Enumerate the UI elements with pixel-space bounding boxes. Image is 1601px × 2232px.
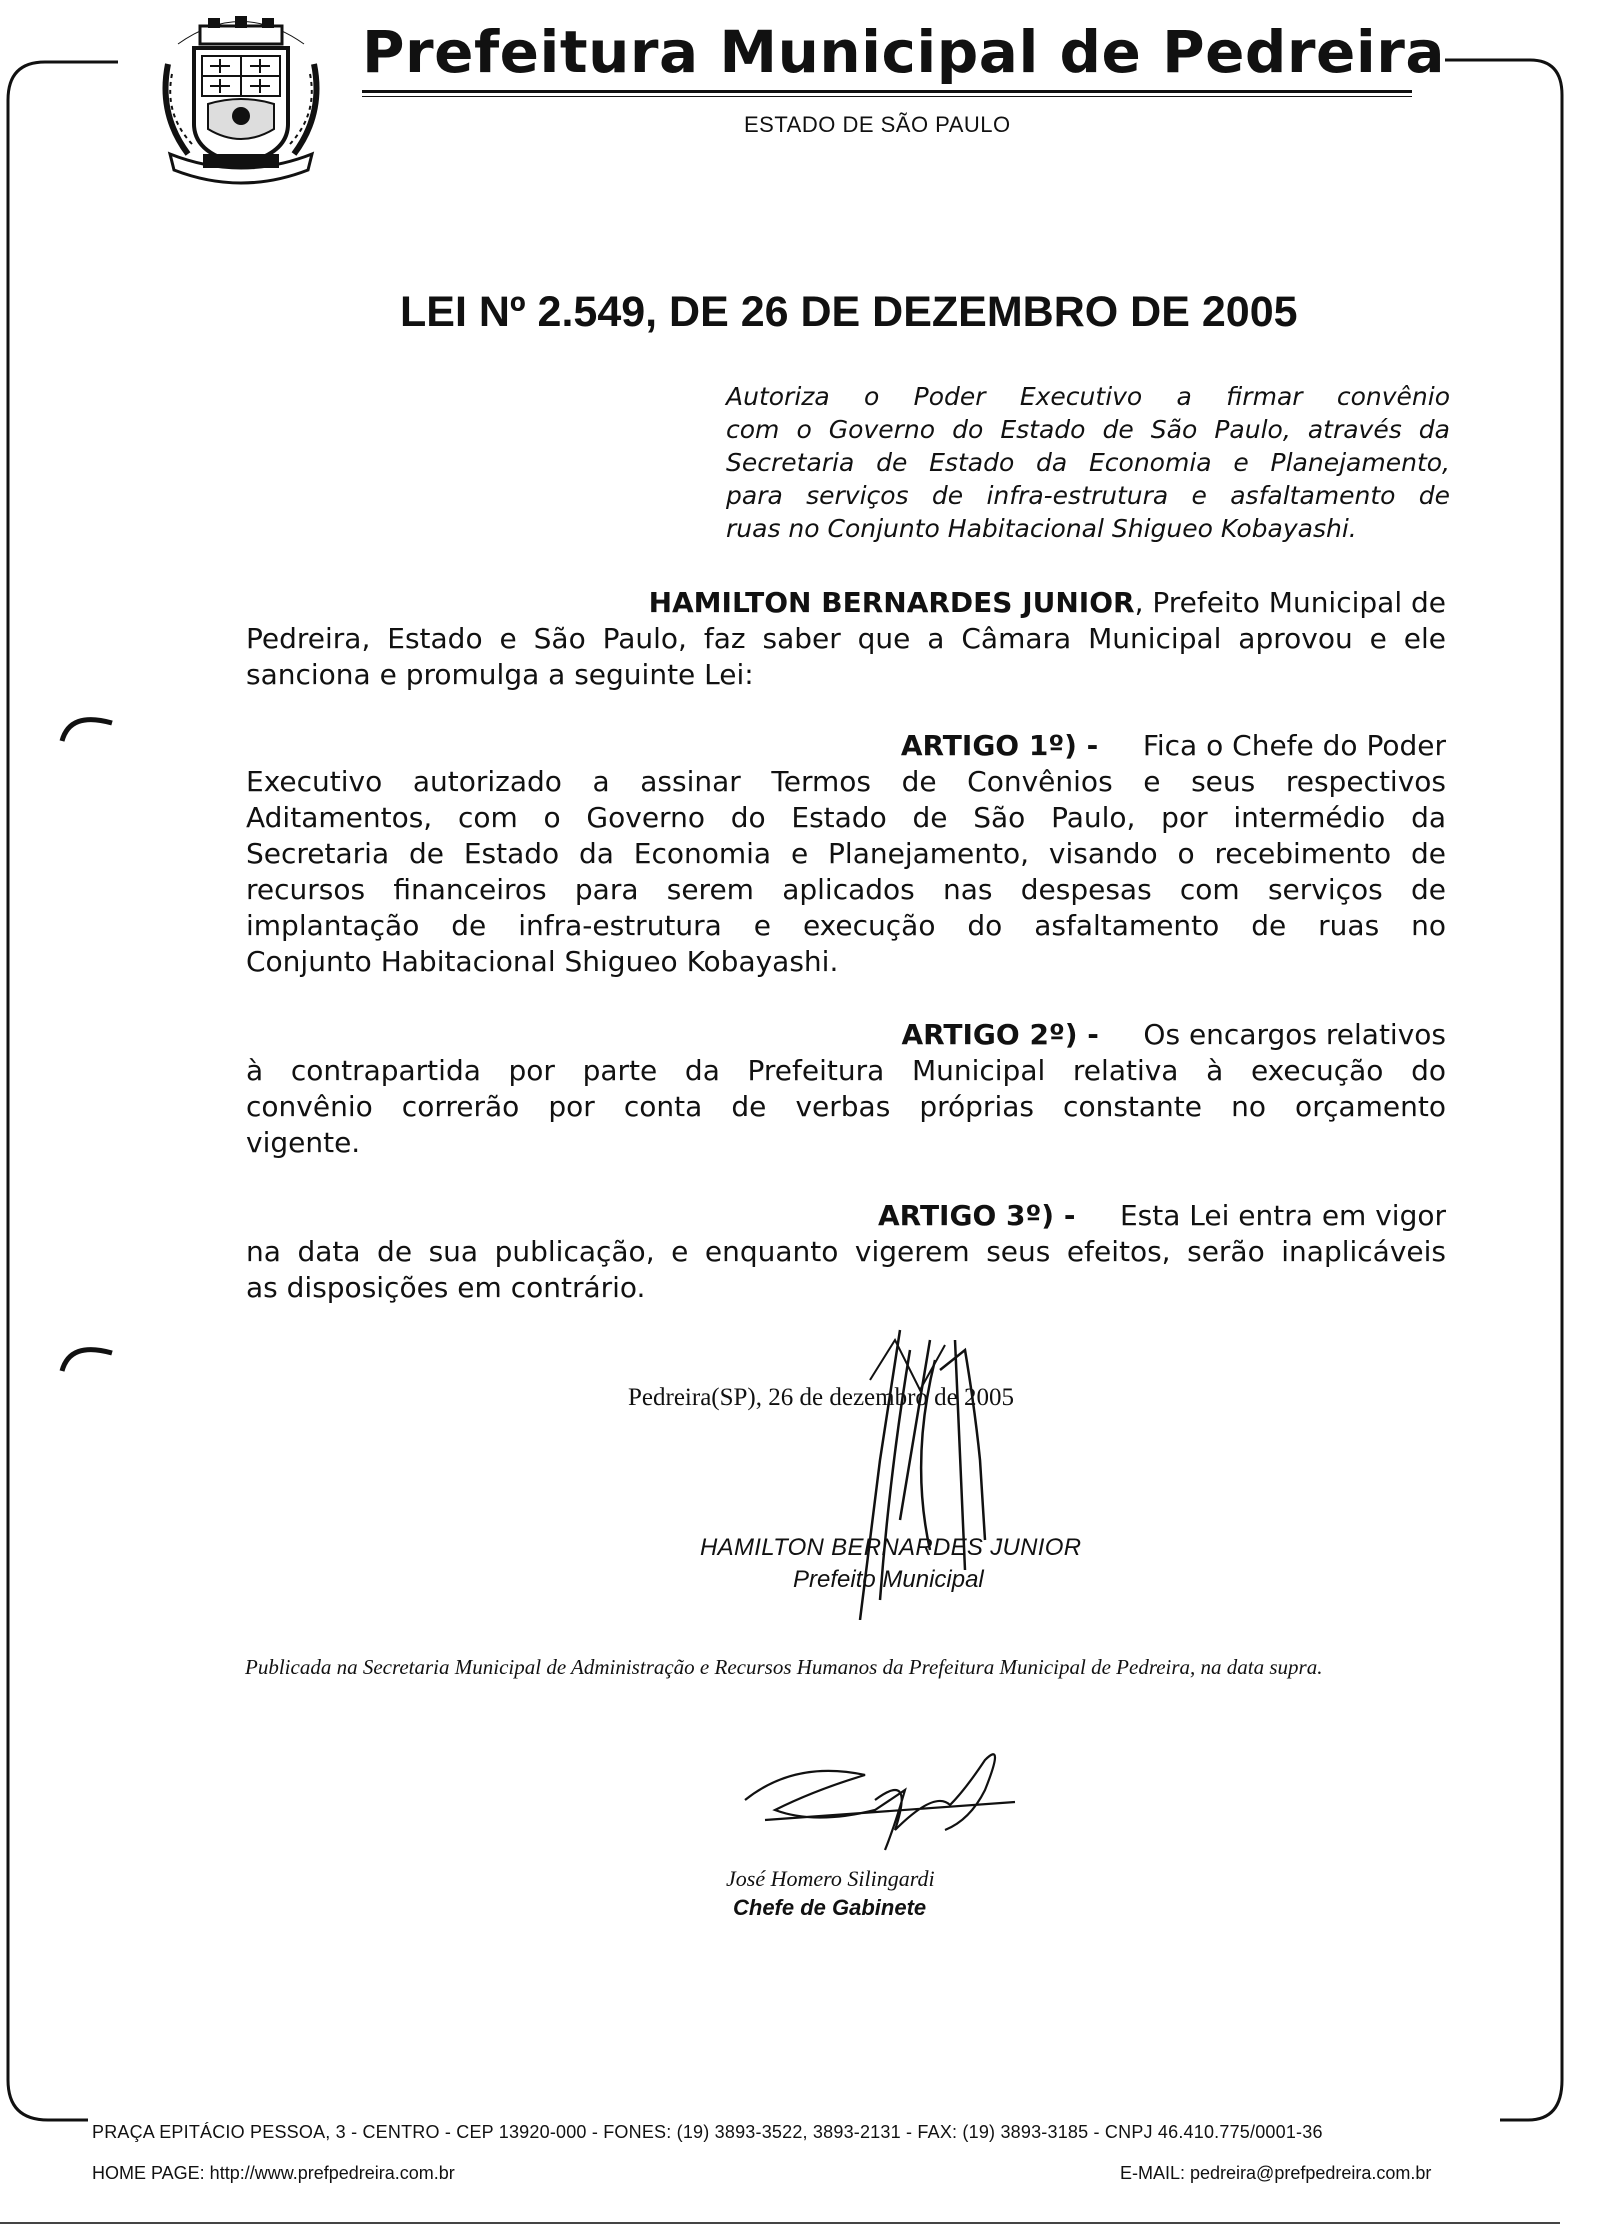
punch-mark bbox=[56, 705, 116, 745]
chief-title: Chefe de Gabinete bbox=[733, 1895, 927, 1920]
header-rule bbox=[362, 90, 1412, 93]
footer-home-page: HOME PAGE: http://www.prefpedreira.com.br bbox=[92, 2163, 455, 2183]
article-line: vigente. bbox=[246, 1126, 361, 1159]
publication-note: Publicada na Secretaria Municipal de Administração e Recursos Humanos da Prefeitura Municipal de Pedreira, na data supra. bbox=[245, 1655, 1323, 1679]
article-2-lead bbox=[246, 1017, 1446, 1053]
article-line: Conjunto Habitacional Shigueo Kobayashi. bbox=[246, 945, 839, 978]
signer-title: Prefeito Municipal bbox=[793, 1566, 984, 1593]
law-summary bbox=[726, 380, 1450, 545]
article-line: implantação de infra-estrutura e execução do asfaltamento de ruas no bbox=[246, 909, 1446, 942]
article-1-label: ARTIGO 1º) - bbox=[900, 729, 1099, 762]
footer-address: PRAÇA EPITÁCIO PESSOA, 3 - CENTRO - CEP 13920-000 - FONES: (19) 3893-3522, 3893-2131 - FAX: (19) 3893-3185 - CNPJ 46.410.775/0001-36 bbox=[92, 2122, 1323, 2142]
summary-line: com o Governo do Estado de São Paulo, através da bbox=[726, 415, 1450, 444]
preamble-line: sanciona e promulga a seguinte Lei: bbox=[246, 658, 754, 691]
article-line: Secretaria de Estado da Economia e Planejamento, visando o recebimento de bbox=[246, 837, 1446, 870]
chief-signature bbox=[735, 1730, 1035, 1860]
article-1-lead-rest: Fica o Chefe do Poder bbox=[1142, 729, 1446, 762]
article-3-lead bbox=[246, 1198, 1446, 1234]
article-line: à contrapartida por parte da Prefeitura Municipal relativa à execução do bbox=[246, 1054, 1446, 1087]
summary-line: Secretaria de Estado da Economia e Planejamento, bbox=[726, 448, 1450, 477]
punch-mark bbox=[56, 1335, 116, 1375]
header-subtitle: ESTADO DE SÃO PAULO bbox=[744, 112, 1011, 137]
article-line: Aditamentos, com o Governo do Estado de São Paulo, por intermédio da bbox=[246, 801, 1446, 834]
article-1 bbox=[246, 728, 1446, 980]
article-line: Executivo autorizado a assinar Termos de Convênios e seus respectivos bbox=[246, 765, 1446, 798]
summary-line: Autoriza o Poder Executivo a firmar convênio bbox=[726, 382, 1450, 411]
article-3-label: ARTIGO 3º) - bbox=[877, 1199, 1076, 1232]
article-2 bbox=[246, 1017, 1446, 1161]
preamble-line: Pedreira, Estado e São Paulo, faz saber que a Câmara Municipal aprovou e ele bbox=[246, 622, 1446, 655]
summary-line: para serviços de infra-estrutura e asfaltamento de bbox=[726, 481, 1450, 510]
place-date: Pedreira(SP), 26 de dezembro de 2005 bbox=[628, 1384, 1014, 1411]
article-1-lead bbox=[246, 728, 1446, 764]
header-rule-thin bbox=[362, 96, 1412, 97]
header-title: Prefeitura Municipal de Pedreira bbox=[362, 18, 1445, 86]
pedreira-crest-logo bbox=[158, 4, 324, 200]
chief-name: José Homero Silingardi bbox=[726, 1866, 935, 1891]
mayor-name: HAMILTON BERNARDES JUNIOR bbox=[648, 586, 1135, 619]
law-title: LEI Nº 2.549, DE 26 DE DEZEMBRO DE 2005 bbox=[400, 288, 1298, 336]
article-line: convênio correrão por conta de verbas próprias constante no orçamento bbox=[246, 1090, 1446, 1123]
signer-name: HAMILTON BERNARDES JUNIOR bbox=[700, 1534, 1082, 1561]
summary-line: ruas no Conjunto Habitacional Shigueo Kobayashi. bbox=[726, 514, 1357, 543]
article-line: as disposições em contrário. bbox=[246, 1271, 646, 1304]
preamble bbox=[246, 585, 1446, 693]
preamble-lead-rest: , Prefeito Municipal de bbox=[1134, 586, 1446, 619]
article-line: na data de sua publicação, e enquanto vigerem seus efeitos, serão inaplicáveis bbox=[246, 1235, 1446, 1268]
preamble-lead bbox=[246, 585, 1446, 621]
article-2-lead-rest: Os encargos relativos bbox=[1143, 1018, 1446, 1051]
bottom-rule bbox=[0, 2222, 1560, 2224]
article-line: recursos financeiros para serem aplicados nas despesas com serviços de bbox=[246, 873, 1446, 906]
article-3-lead-rest: Esta Lei entra em vigor bbox=[1119, 1199, 1446, 1232]
article-3 bbox=[246, 1198, 1446, 1306]
footer-email: E-MAIL: pedreira@prefpedreira.com.br bbox=[1120, 2163, 1432, 2183]
article-2-label: ARTIGO 2º) - bbox=[901, 1018, 1099, 1051]
